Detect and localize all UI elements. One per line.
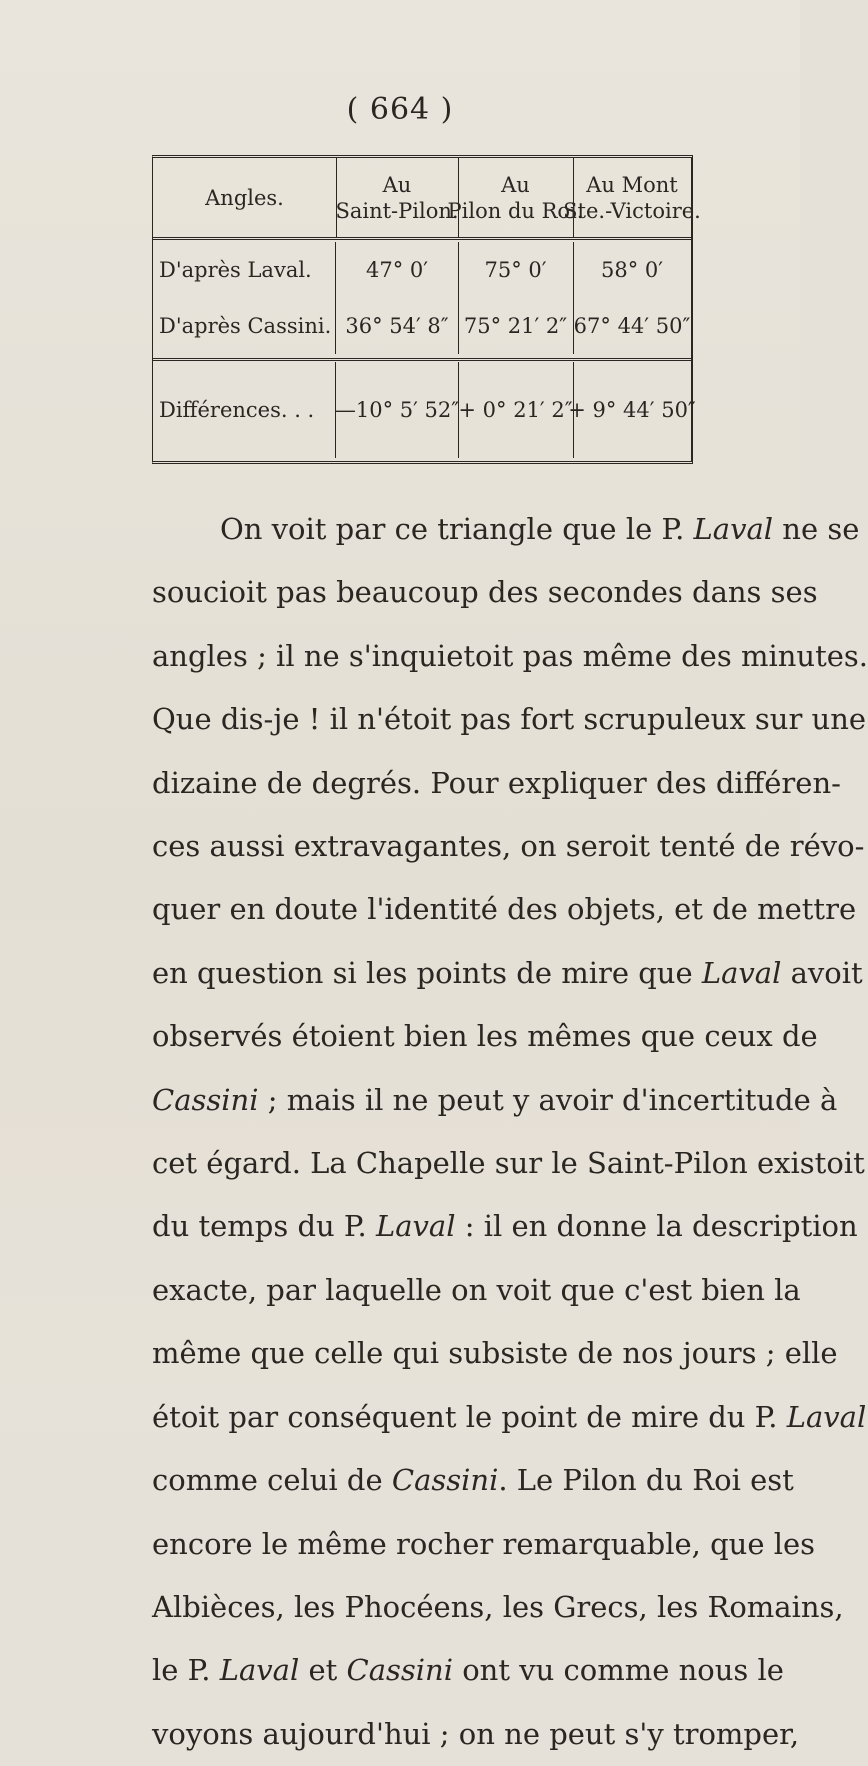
header-pilon-du-roi-line2: Pilon du Roi. [447,199,584,223]
text-segment: Que dis-je ! il n'étoit pas fort scrupuleux sur une [152,702,867,737]
text-segment: avoit [781,955,863,990]
text-segment: observés étoient bien les mêmes que ceux de [152,1019,818,1054]
table-cell: 75° 0′ [458,242,574,298]
table-cell: + 9° 44′ 50″ [568,398,696,422]
text-line [152,1259,801,1322]
text-line [152,1195,858,1258]
italic-name: Cassini [346,1653,453,1688]
text-segment: même que celle qui subsiste de nos jours ; elle [152,1336,838,1371]
table-row [153,362,696,458]
text-segment: étoit par conséquent le point de mire du P. [152,1399,787,1434]
table-header-row [153,158,701,238]
row-label: D'après Cassini. [153,298,336,354]
row-label: D'après Laval. [153,242,336,298]
text-line [152,688,867,751]
text-segment: Albièces, les Phocéens, les Grecs, les Romains, [152,1589,844,1624]
body-paragraph [152,498,868,1766]
text-line [152,1132,865,1195]
text-segment: le P. [152,1653,220,1688]
header-saint-pilon-line2: Saint-Pilon. [335,199,459,223]
angles-table [152,155,701,464]
header-pilon-du-roi-line1: Au [501,173,530,197]
table-cell: 36° 54′ 8″ [336,298,459,354]
text-segment: du temps du P. [152,1209,376,1244]
header-sainte-victoire-line2: Ste.-Victoire. [563,199,701,223]
text-line [152,942,863,1005]
text-line [152,1386,867,1449]
header-pilon-du-roi [447,158,584,238]
table-cell: 47° 0′ [336,242,459,298]
italic-name: Laval [701,955,782,990]
text-segment: comme celui de [152,1463,392,1498]
text-segment: angles ; il ne s'inquietoit pas même des minutes. [152,638,868,673]
text-segment: ne se [773,512,860,546]
table-cell: 67° 44′ 50″ [573,314,691,338]
text-line [152,815,865,878]
text-line [152,1322,838,1385]
text-line [152,1449,794,1512]
text-line [152,1576,844,1639]
table-cell: 58° 0′ [600,258,664,282]
text-line [152,1513,816,1576]
text-segment: ont vu comme nous le [452,1653,784,1688]
header-saint-pilon [336,158,459,238]
text-segment: quer en doute l'identité des objets, et de mettre [152,892,857,927]
header-angles: Angles. [153,158,337,238]
text-line [152,498,860,561]
italic-name: Laval [786,1399,867,1434]
italic-name: Cassini [152,1082,259,1117]
table-divider [153,237,691,240]
table-cell: 75° 21′ 2″ [458,298,574,354]
row-label: Différences. . . [153,362,336,458]
italic-name: Laval [375,1209,456,1244]
text-segment: soucioit pas beaucoup des secondes dans ses [152,575,818,610]
text-line [152,1703,800,1766]
text-line [152,625,868,688]
text-segment: en question si les points de mire que [152,955,702,990]
text-segment: On voit par ce triangle que le P. [220,512,694,546]
text-segment: . Le Pilon du Roi est [498,1463,794,1498]
italic-name: Laval [693,512,774,546]
header-sainte-victoire-line1: Au Mont [586,173,678,197]
text-line [152,561,818,624]
page-number: ( 664 ) [346,92,454,127]
text-segment: encore le même rocher remarquable, que les [152,1526,816,1561]
text-segment: cet égard. La Chapelle sur le Saint-Pilon existoit [152,1146,865,1181]
text-segment: : il en donne la description [455,1209,858,1244]
text-segment: ; mais il ne peut y avoir d'incertitude à [258,1082,838,1117]
text-line [152,1005,818,1068]
table-row [153,242,691,298]
text-segment: voyons aujourd'hui ; on ne peut s'y tromper, [152,1716,800,1751]
header-sainte-victoire [563,158,701,238]
italic-name: Cassini [391,1463,499,1498]
text-line [152,1639,784,1702]
text-segment: ces aussi extravagantes, on seroit tenté de révo- [152,829,865,864]
table-cell: —10° 5′ 52″ [336,362,459,458]
text-segment: exacte, par laquelle on voit que c'est bien la [152,1272,801,1307]
table-row [153,298,691,354]
text-line [152,1069,838,1132]
text-segment: et [299,1653,347,1688]
text-line [152,752,841,815]
text-segment: dizaine de degrés. Pour expliquer des différen- [152,765,841,800]
italic-name: Laval [219,1653,300,1688]
table-divider [153,358,691,361]
table-cell: + 0° 21′ 2″ [458,362,574,458]
text-line [152,878,857,941]
header-saint-pilon-line1: Au [382,173,412,197]
